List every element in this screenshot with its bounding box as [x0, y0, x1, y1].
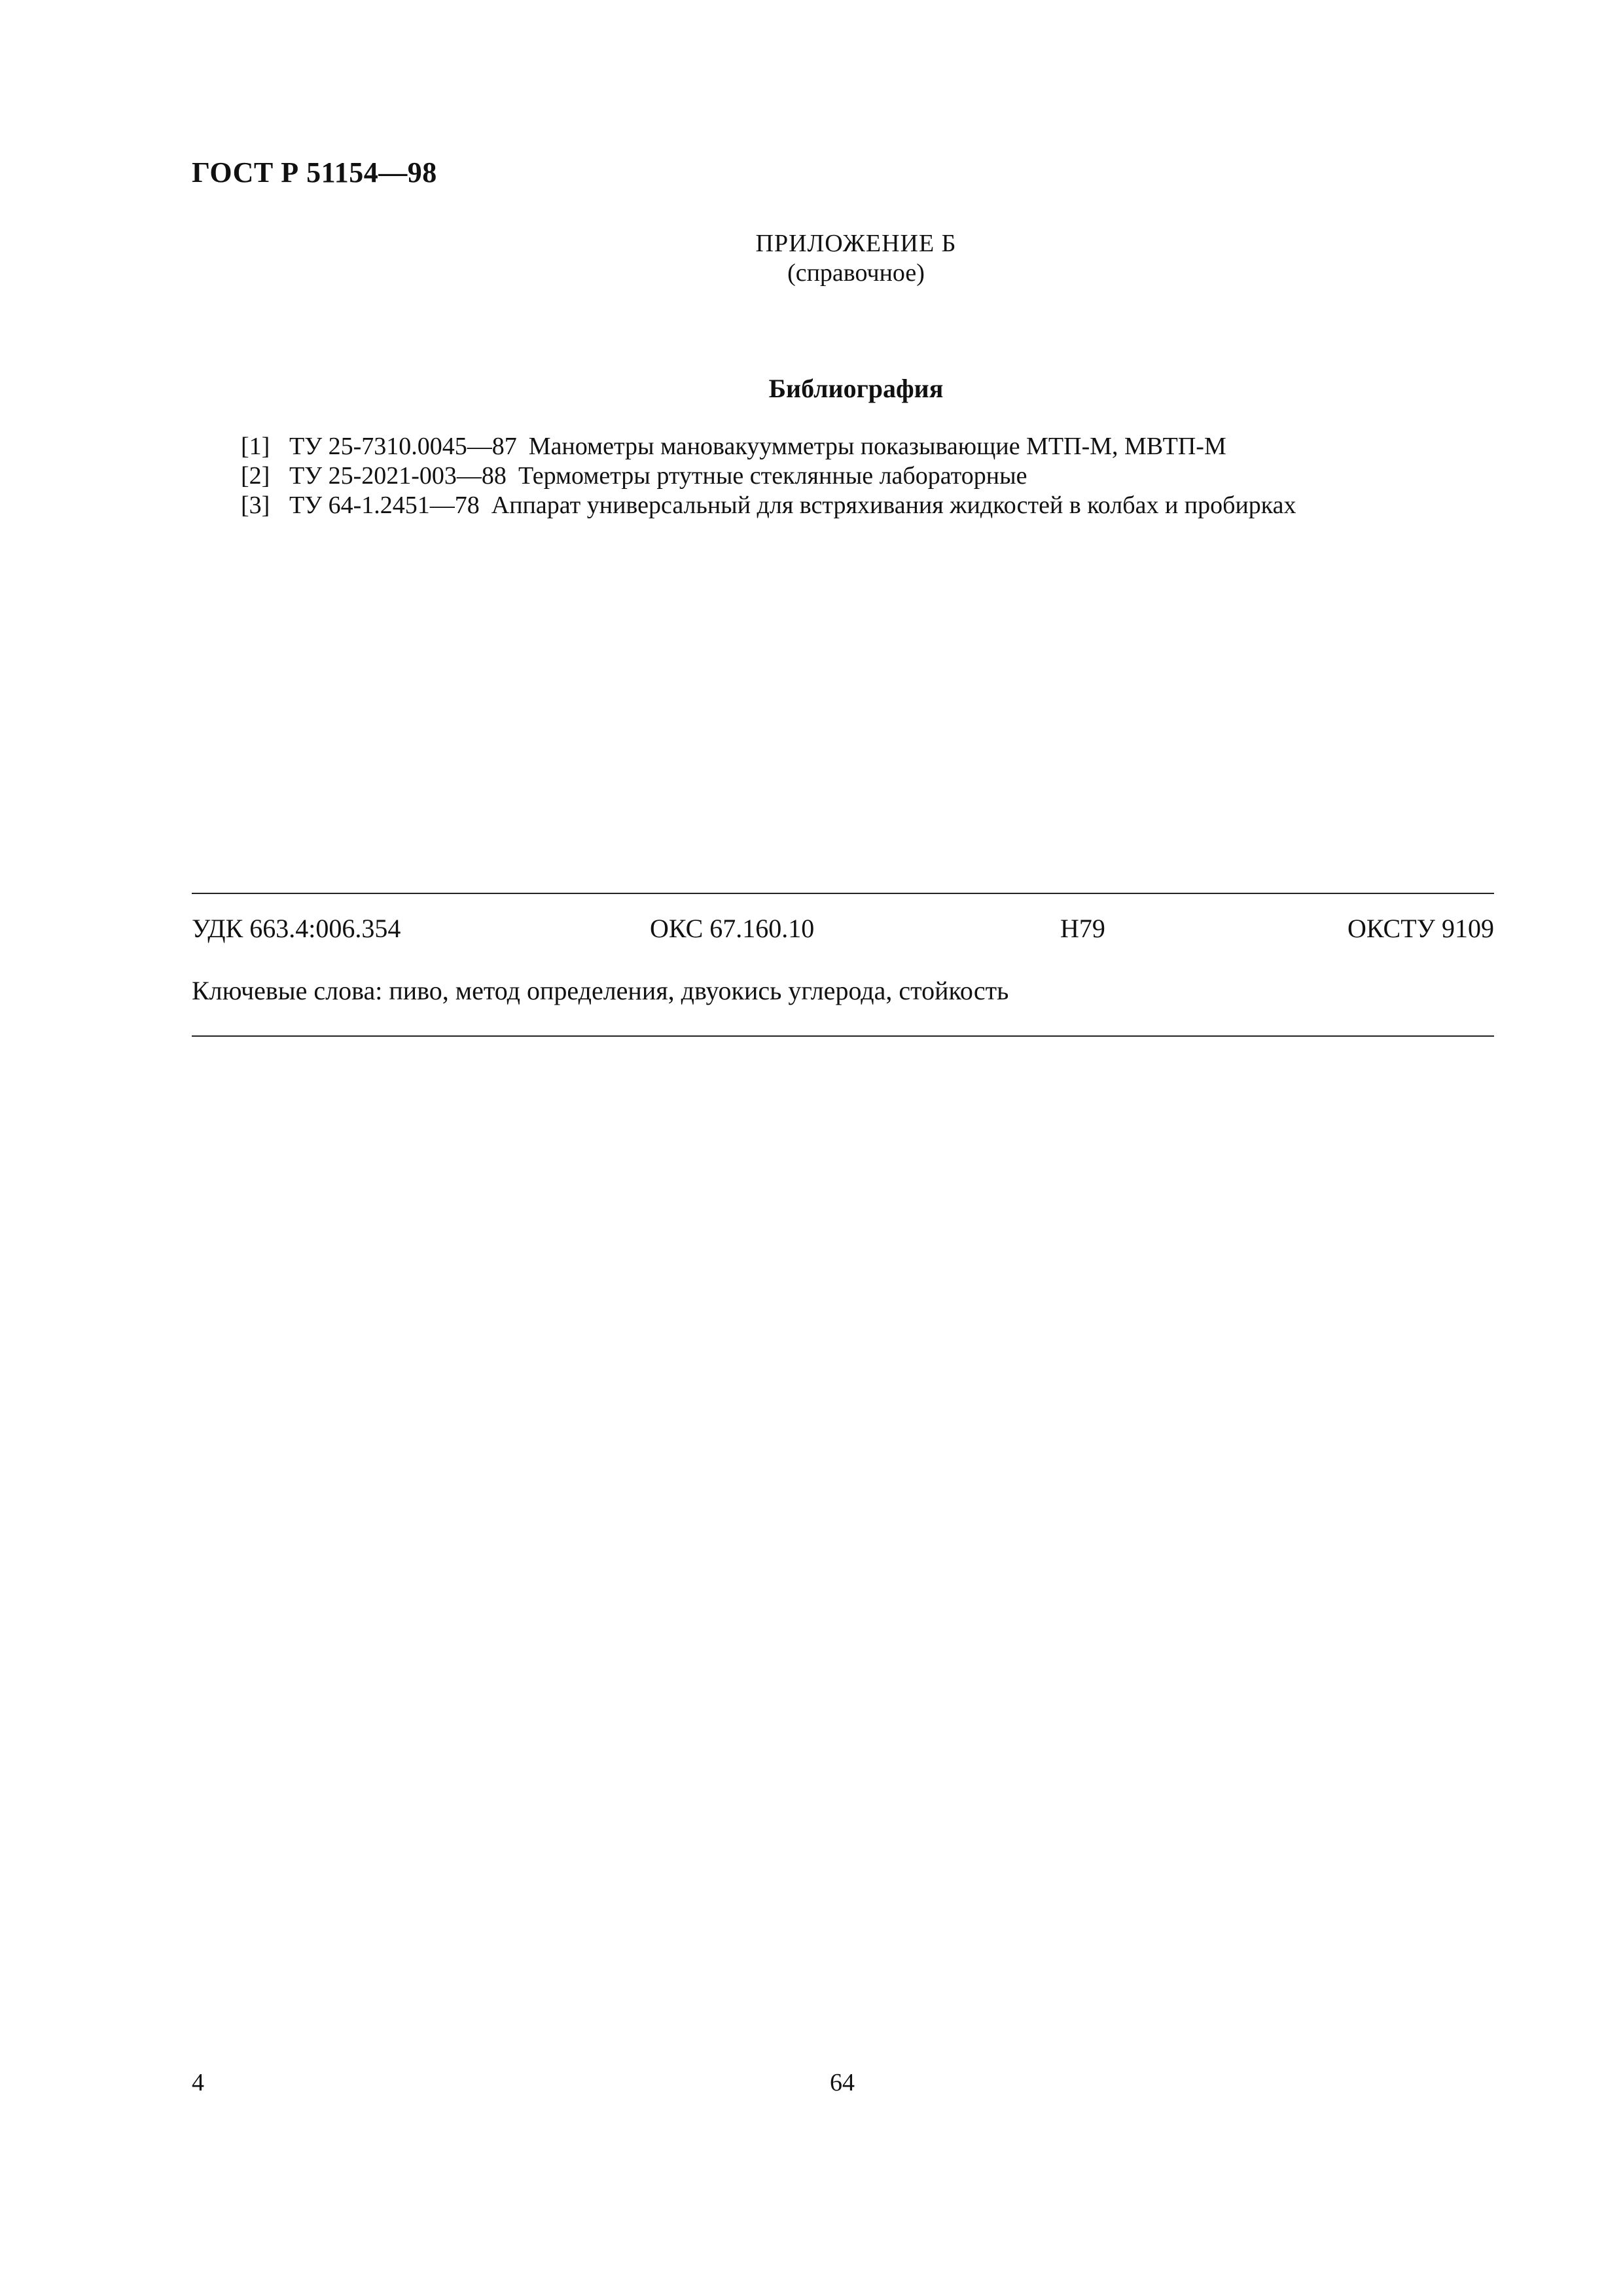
bibliography-item: [241, 432, 1296, 461]
group-code: Н79: [1060, 914, 1105, 943]
bibliography-item-number: [1]: [241, 433, 270, 460]
page-number-center: 64: [830, 2069, 855, 2096]
bibliography-item-code: ТУ 64-1.2451—78: [289, 492, 480, 519]
bibliography-title: Библиография: [768, 374, 944, 403]
bibliography-item-text: Термометры ртутные стеклянные лабораторные: [518, 462, 1027, 490]
appendix-title: ПРИЛОЖЕНИЕ Б: [755, 230, 957, 257]
divider-top: [192, 893, 1494, 894]
bibliography-item-number: [2]: [241, 462, 270, 490]
bibliography-item-text: Аппарат универсальный для встряхивания жидкостей в колбах и пробирках: [491, 492, 1296, 519]
bibliography-item-number: [3]: [241, 492, 270, 519]
bibliography-item: [241, 491, 1296, 520]
bibliography-item-text: Манометры мановакуумметры показывающие МТП-М, МВТП-М: [528, 433, 1226, 460]
divider-bottom: [192, 1035, 1494, 1037]
keywords: Ключевые слова: пиво, метод определения, двуокись углерода, стойкость: [192, 976, 1009, 1005]
okstu-code: ОКСТУ 9109: [1347, 914, 1494, 943]
bibliography-item-code: ТУ 25-7310.0045—87: [289, 433, 517, 460]
bibliography-item: [241, 461, 1296, 491]
page-number-left: 4: [192, 2069, 204, 2096]
appendix-subtitle: (справочное): [787, 259, 925, 287]
oks-code: ОКС 67.160.10: [650, 914, 815, 943]
bibliography-list: [241, 432, 1296, 520]
document-code: ГОСТ Р 51154—98: [192, 156, 437, 188]
bibliography-item-code: ТУ 25-2021-003—88: [289, 462, 507, 490]
udk-code: УДК 663.4:006.354: [192, 914, 401, 943]
